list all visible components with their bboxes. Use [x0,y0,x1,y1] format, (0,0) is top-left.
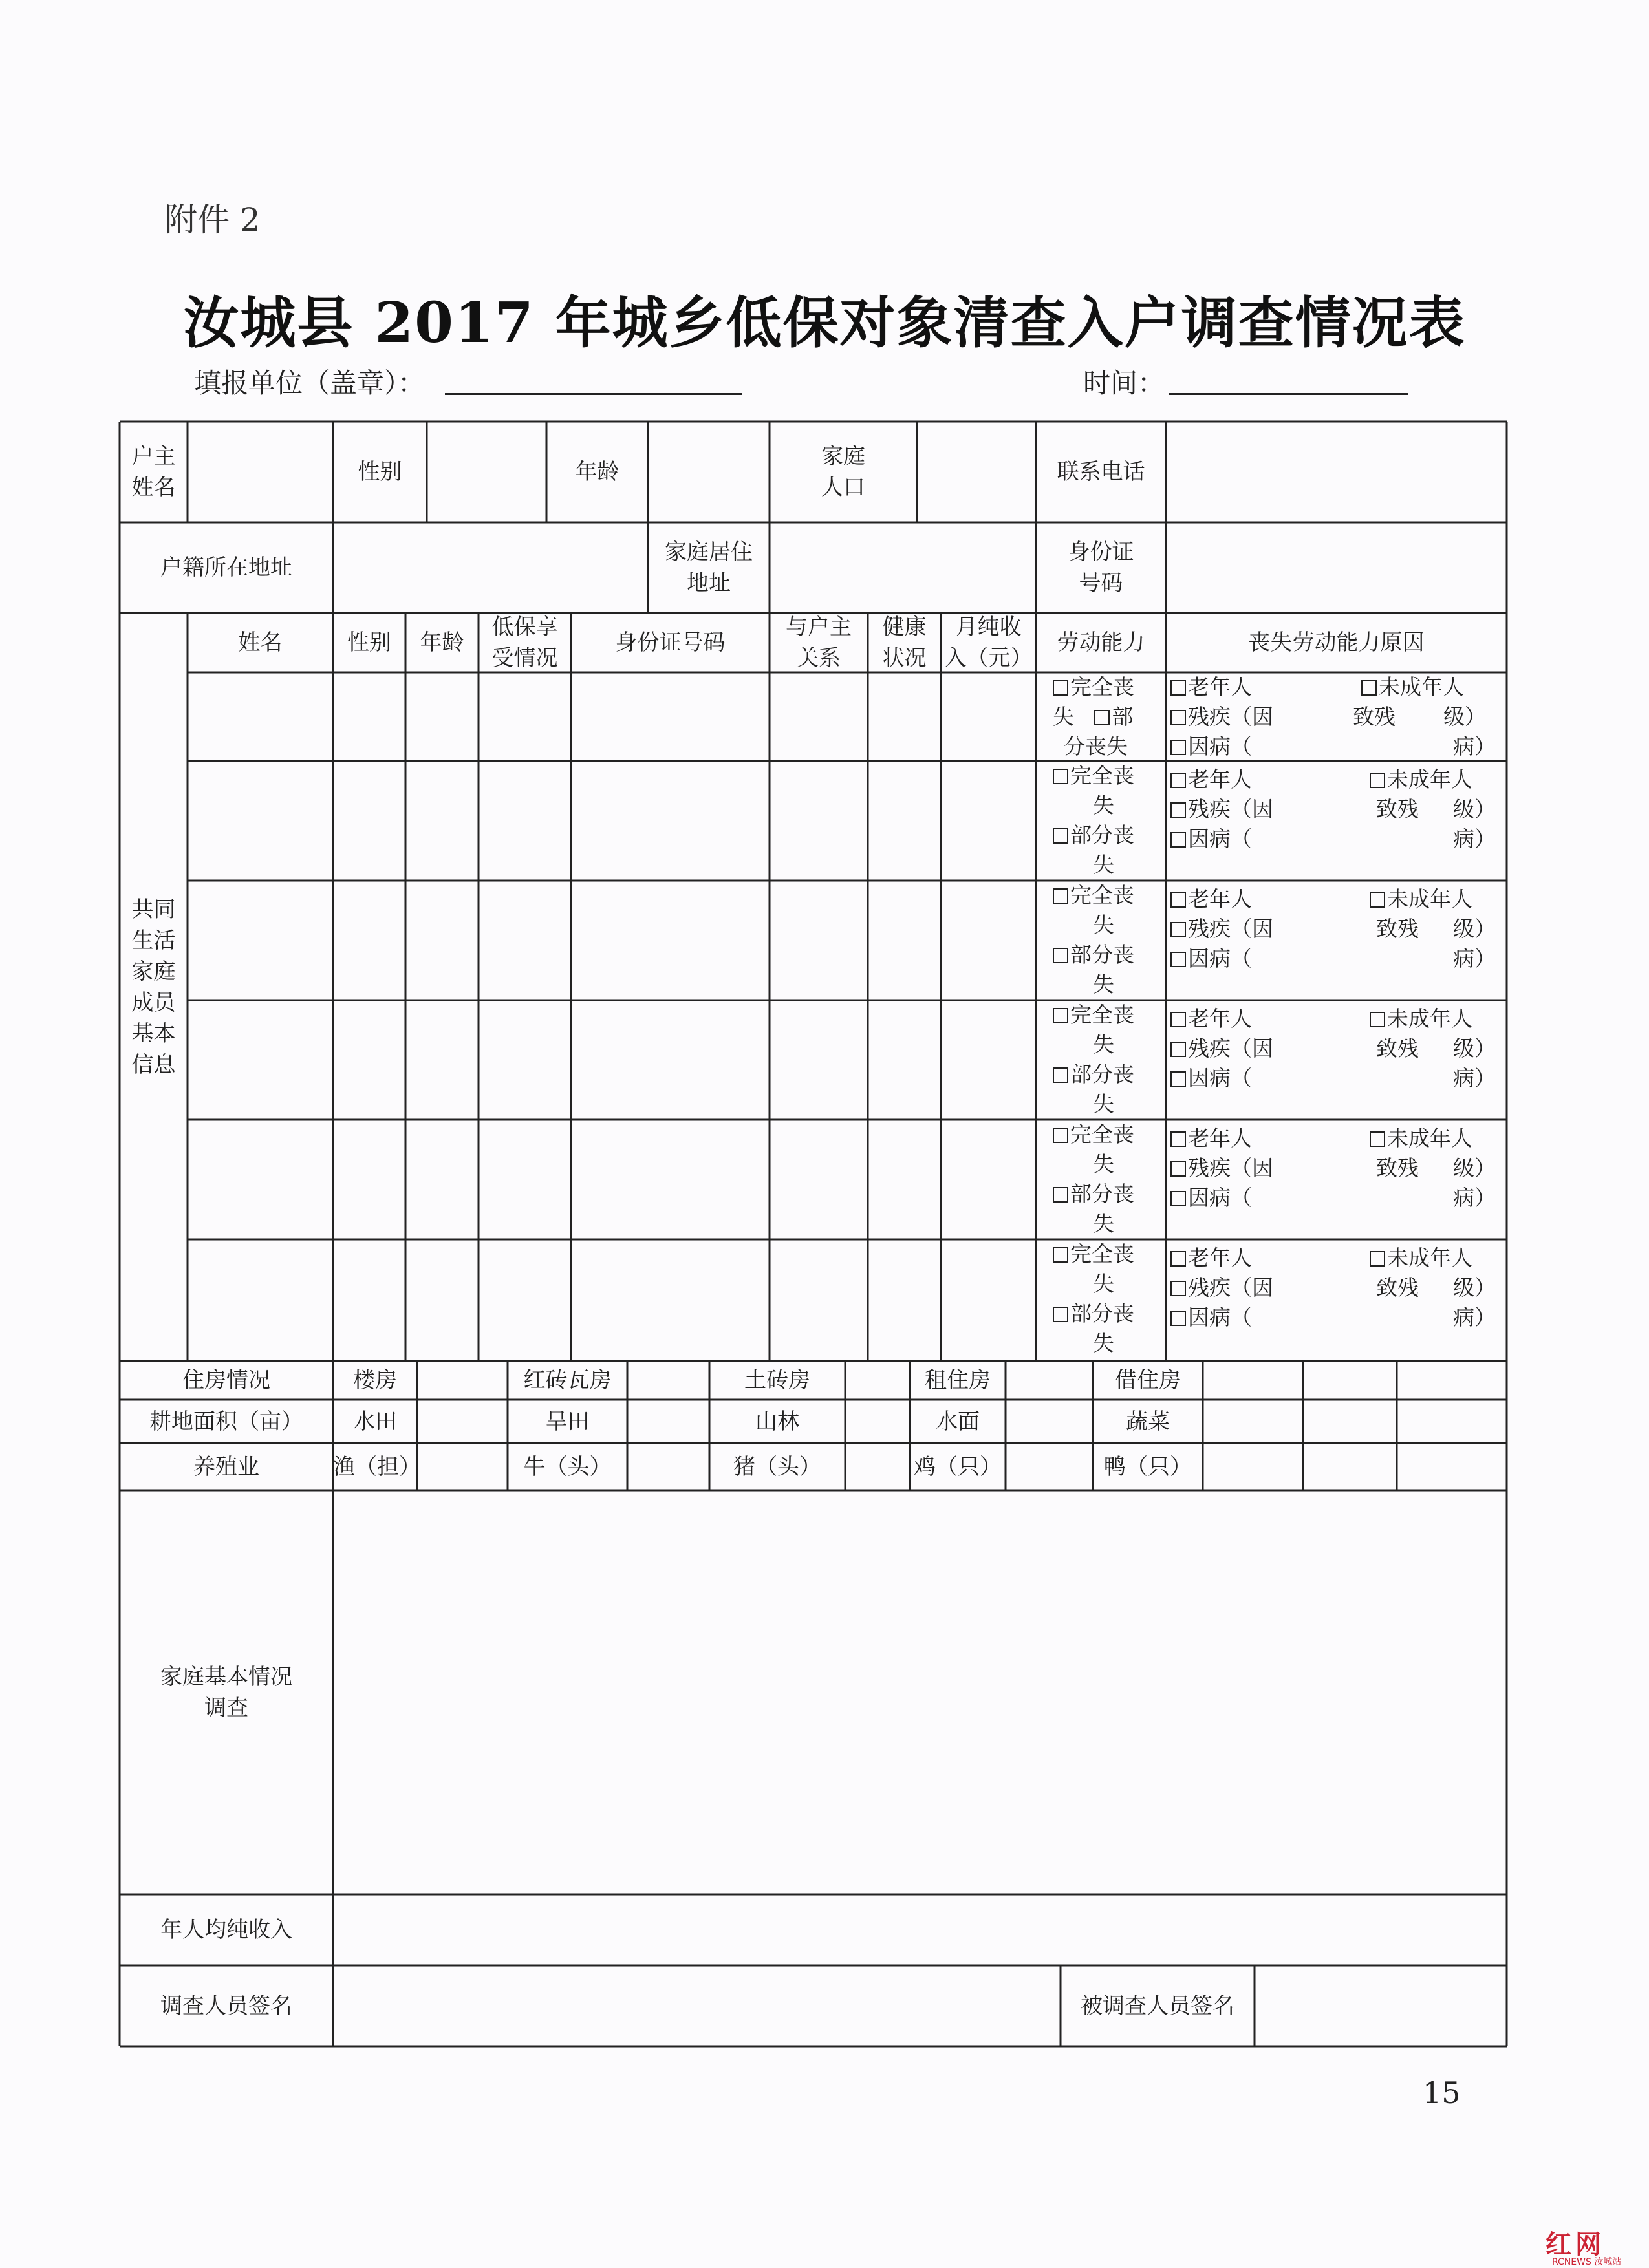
checkbox-icon [1170,1311,1186,1326]
family-survey-cell[interactable] [333,1490,1507,1894]
checkbox-icon [1053,1008,1068,1023]
header-health: 健康 状况 [882,614,927,671]
reason-minor[interactable]: 未成年人 [1370,1243,1472,1273]
checkbox-icon [1370,1012,1385,1027]
checkbox-icon [1370,1251,1385,1267]
breeding-item: 鸭（只） [1104,1453,1192,1480]
reason-level: 级） [1443,704,1486,729]
labor-option-full[interactable]: 完全丧 [1053,881,1134,910]
header-dibao: 低保享 受情况 [491,614,558,671]
householder-name-label: 户主 姓名 [131,444,176,500]
checkbox-icon [1053,1067,1068,1083]
family-population-label: 家庭 人口 [821,444,865,500]
phone-cell[interactable] [1166,422,1507,522]
hukou-address-cell[interactable] [333,522,648,613]
reason-ill-end: 病） [1453,946,1496,971]
checkbox-icon [1361,680,1377,696]
labor-option-part[interactable]: 部分丧 [1053,1299,1134,1329]
farmland-label: 耕地面积（亩） [149,1408,303,1435]
checkbox-icon [1053,1128,1068,1143]
checkbox-icon [1370,892,1385,908]
reason-cause-disabled: 致残 [1353,704,1396,729]
reason-ill[interactable]: 因病（ [1170,1303,1252,1332]
labor-option-full[interactable]: 完全丧 [1053,672,1134,702]
family-survey-label: 家庭基本情况 调查 [160,1664,292,1721]
family-population-cell[interactable] [917,422,1036,522]
labor-option-full-tail: 失 [1093,793,1114,818]
checkbox-icon [1170,832,1186,848]
labor-option-part[interactable]: 部分丧 [1053,940,1134,970]
reason-disabled[interactable]: 残疾（因 [1170,1034,1273,1064]
labor-option-part-tail: 分丧失 [1064,734,1128,759]
watermark-subtitle: RCNEWS 汝城站 [1552,2257,1622,2267]
time-input-line[interactable] [1169,393,1408,395]
surveyed-sign-cell[interactable] [1255,1965,1507,2046]
header-labor: 劳动能力 [1057,630,1145,656]
id-number-cell[interactable] [1166,522,1507,613]
breeding-item: 渔（担） [333,1453,421,1480]
header-name: 姓名 [238,630,283,656]
checkbox-icon [1053,1247,1068,1263]
checkbox-icon [1170,680,1186,696]
residence-address-cell[interactable] [770,522,1036,613]
labor-option-full-tail: 失 [1093,1032,1114,1057]
checkbox-icon [1170,1071,1186,1087]
labor-option-part[interactable]: 失 部 [1053,704,1134,729]
housing-item: 红砖瓦房 [523,1367,612,1393]
header-relation: 与户主 关系 [786,614,852,671]
farmland-item: 水面 [936,1408,980,1435]
checkbox-icon [1170,892,1186,908]
reason-minor[interactable]: 未成年人 [1370,1004,1472,1034]
reason-elderly[interactable]: 老年人 [1170,884,1252,914]
time-label: 时间： [1083,367,1165,399]
housing-item: 土砖房 [744,1367,810,1393]
labor-option-full-tail: 失 [1093,1271,1114,1296]
breeding-item: 牛（头） [523,1453,612,1480]
reason-cause-disabled: 致残 [1376,1155,1419,1181]
housing-item: 楼房 [353,1367,397,1393]
reason-disabled[interactable]: 残疾（因 [1170,914,1273,944]
reason-ill-end: 病） [1453,1065,1496,1091]
header-loss-reason: 丧失劳动能力原因 [1248,630,1425,656]
annual-income-cell[interactable] [333,1894,1507,1965]
reason-ill[interactable]: 因病（ [1170,1183,1252,1213]
farmland-item: 山林 [755,1408,799,1435]
reason-cause-disabled: 致残 [1376,916,1419,941]
breeding-item: 鸡（只） [914,1453,1002,1480]
breeding-label: 养殖业 [193,1453,259,1480]
checkbox-icon [1053,1307,1068,1322]
annual-income-label: 年人均纯收入 [160,1917,292,1943]
surveyor-sign-cell[interactable] [333,1965,1061,2046]
reason-elderly[interactable]: 老年人 [1170,672,1252,702]
reason-elderly[interactable]: 老年人 [1170,765,1252,795]
reason-ill[interactable]: 因病（ [1170,824,1252,854]
reason-minor[interactable]: 未成年人 [1370,884,1472,914]
labor-option-part-tail: 失 [1093,852,1114,877]
checkbox-icon [1170,740,1186,755]
reason-cause-disabled: 致残 [1376,1275,1419,1300]
checkbox-icon [1370,1131,1385,1147]
reason-disabled[interactable]: 残疾（因 [1170,795,1273,824]
reason-elderly[interactable]: 老年人 [1170,1243,1252,1273]
checkbox-icon [1053,769,1068,784]
reason-level: 级） [1453,916,1496,941]
labor-option-part-tail: 失 [1093,1211,1114,1236]
checkbox-icon [1053,1187,1068,1203]
surveyed-sign-label: 被调查人员签名 [1081,1993,1234,2019]
header-id: 身份证号码 [615,630,726,656]
checkbox-icon [1053,828,1068,844]
form-title: 汝城县 2017 年城乡低保对象清查入户调查情况表 [183,290,1466,356]
gender-cell[interactable] [427,422,546,522]
checkbox-icon [1170,952,1186,967]
hukou-address-label: 户籍所在地址 [160,555,292,581]
reason-ill-end: 病） [1453,826,1496,851]
watermark-logo: 红网 [1546,2230,1605,2260]
checkbox-icon [1170,1161,1186,1177]
reason-elderly[interactable]: 老年人 [1170,1004,1252,1034]
labor-option-full[interactable]: 完全丧 [1053,761,1134,791]
header-gender: 性别 [347,630,391,656]
checkbox-icon [1094,710,1110,725]
checkbox-icon [1170,802,1186,818]
surveyor-sign-label: 调查人员签名 [160,1993,292,2019]
header-age: 年龄 [420,630,464,656]
labor-option-part[interactable]: 部分丧 [1053,1179,1134,1209]
checkbox-icon [1170,1281,1186,1296]
reason-minor[interactable]: 未成年人 [1361,672,1464,702]
reason-ill[interactable]: 因病（ [1170,732,1252,762]
reason-minor[interactable]: 未成年人 [1370,765,1472,795]
reason-disabled[interactable]: 残疾（因 [1170,1273,1273,1303]
farmland-item: 水田 [353,1408,397,1435]
labor-option-part-tail: 失 [1093,1331,1114,1356]
reason-ill-end: 病） [1453,734,1496,759]
breeding-item: 猪（头） [733,1453,821,1480]
gender-label: 性别 [358,459,402,485]
labor-option-full[interactable]: 完全丧 [1053,1120,1134,1150]
checkbox-icon [1053,680,1068,696]
fill-unit-input-line[interactable] [445,393,742,395]
reason-cause-disabled: 致残 [1376,1036,1419,1061]
age-cell[interactable] [648,422,770,522]
reason-level: 级） [1453,1275,1496,1300]
reason-level: 级） [1453,1036,1496,1061]
phone-label: 联系电话 [1057,459,1145,485]
checkbox-icon [1370,773,1385,788]
header-income: 月纯收 入（元） [944,614,1033,671]
age-label: 年龄 [575,459,620,485]
residence-address-label: 家庭居住 地址 [665,539,753,596]
farmland-item: 旱田 [545,1408,590,1435]
checkbox-icon [1170,710,1186,725]
checkbox-icon [1170,1042,1186,1057]
reason-ill[interactable]: 因病（ [1170,1064,1252,1093]
attachment-label: 附件 2 [165,201,261,239]
reason-ill-end: 病） [1453,1185,1496,1210]
reason-minor[interactable]: 未成年人 [1370,1124,1472,1153]
checkbox-icon [1170,1131,1186,1147]
reason-elderly[interactable]: 老年人 [1170,1124,1252,1153]
checkbox-icon [1053,888,1068,904]
reason-disabled[interactable]: 残疾（因 [1170,1153,1273,1183]
labor-option-part[interactable]: 部分丧 [1053,1060,1134,1089]
checkbox-icon [1053,948,1068,963]
reason-cause-disabled: 致残 [1376,797,1419,822]
members-section-label: 共同 生活 家庭 成员 基本 信息 [131,896,176,1078]
checkbox-icon [1170,1191,1186,1206]
checkbox-icon [1170,1251,1186,1267]
labor-option-full-tail: 失 [1093,1151,1114,1177]
fill-unit-label: 填报单位（盖章）： [194,367,426,399]
farmland-item: 蔬菜 [1126,1408,1170,1435]
reason-disabled[interactable]: 残疾（因 [1170,702,1273,732]
reason-ill[interactable]: 因病（ [1170,944,1252,974]
labor-option-full[interactable]: 完全丧 [1053,1000,1134,1030]
labor-option-part-tail: 失 [1093,972,1114,997]
reason-level: 级） [1453,797,1496,822]
householder-name-cell[interactable] [188,422,333,522]
page-number: 15 [1423,2075,1461,2110]
housing-item: 租住房 [925,1367,991,1393]
reason-ill-end: 病） [1453,1305,1496,1330]
housing-label: 住房情况 [182,1367,270,1393]
labor-option-part-tail: 失 [1093,1091,1114,1117]
id-number-label: 身份证 号码 [1068,539,1134,596]
labor-option-full[interactable]: 完全丧 [1053,1239,1134,1269]
checkbox-icon [1170,922,1186,937]
reason-level: 级） [1453,1155,1496,1181]
labor-option-full-tail: 失 [1093,912,1114,937]
checkbox-icon [1170,773,1186,788]
housing-item: 借住房 [1115,1367,1181,1393]
labor-option-part[interactable]: 部分丧 [1053,820,1134,850]
checkbox-icon [1170,1012,1186,1027]
